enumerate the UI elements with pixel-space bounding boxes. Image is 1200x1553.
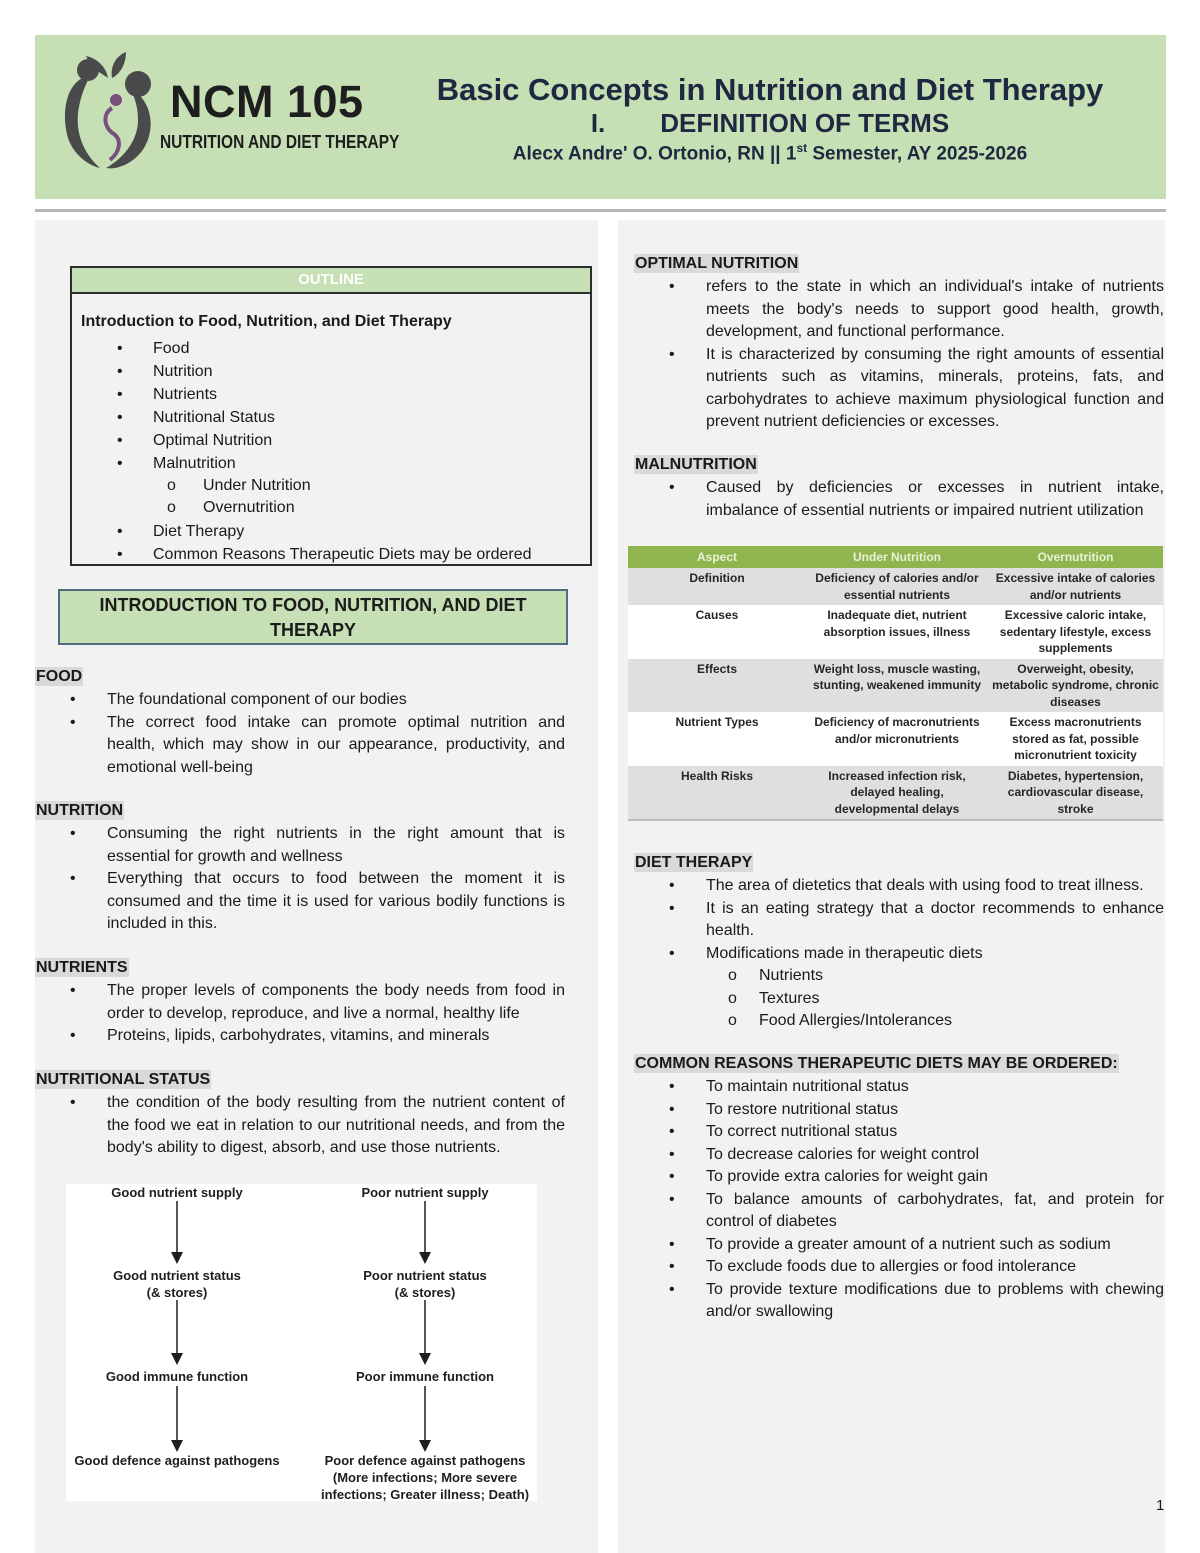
flow-text: Good nutrient status: [113, 1268, 241, 1283]
outline-item: • Nutrition: [117, 360, 275, 383]
sub-list-item: o Food Allergies/Intolerances: [706, 1010, 1164, 1033]
list-item: • Consuming the right nutrients in the right amount that is essential for growth and wellness: [35, 823, 565, 868]
sub-list-item: o Nutrients: [706, 965, 1164, 988]
flow-text: infections; Greater illness; Death): [320, 1487, 530, 1502]
flow-good-supply: Good nutrient supply: [111, 1185, 243, 1200]
table-cell: Diabetes, hypertension, cardiovascular disease, stroke: [988, 766, 1163, 821]
author-sup: st: [796, 141, 808, 155]
diet-therapy-list: [634, 875, 1164, 1033]
list-item: • To maintain nutritional status: [634, 1076, 1164, 1099]
malnutrition-section: [634, 456, 1164, 522]
diet-therapy-section: [634, 854, 1164, 1033]
outline-sublist: [167, 475, 311, 519]
sub-list-item: o Textures: [706, 988, 1164, 1011]
section-banner: [58, 589, 568, 645]
nutrition-list: [35, 823, 565, 936]
section-banner-line2: THERAPY: [269, 620, 356, 640]
flow-poor-defence: [298, 1452, 552, 1503]
list-item: • To decrease calories for weight control: [634, 1144, 1164, 1167]
food-section: [35, 668, 565, 779]
flow-text: Poor nutrient status: [363, 1268, 487, 1283]
nutrient-flowchart: [66, 1184, 537, 1501]
list-item: • Everything that occurs to food between the moment it is consumed and the time it is used for various bodily functions is included in this.: [35, 868, 565, 936]
table-header: Aspect: [628, 546, 806, 568]
flow-good-defence: Good defence against pathogens: [74, 1453, 280, 1468]
table-cell: Excessive caloric intake, sedentary lifestyle, excess supplements: [988, 605, 1163, 659]
list-item: • To provide texture modifications due to problems with chewing and/or swallowing: [634, 1279, 1164, 1324]
table-header: Overnutrition: [988, 546, 1163, 568]
author-name: Alecx Andre' O. Ortonio, RN || 1: [512, 143, 797, 165]
outline-label: OUTLINE: [72, 268, 590, 294]
common-reasons-list: [634, 1076, 1164, 1324]
flow-good-immune: Good immune function: [105, 1369, 249, 1384]
list-item: • To provide extra calories for weight gain: [634, 1166, 1164, 1189]
flow-good-status: [66, 1267, 288, 1301]
table-cell: Overweight, obesity, metabolic syndrome, chronic diseases: [988, 659, 1163, 713]
table-row: [628, 659, 1163, 713]
list-item: • refers to the state in which an individual's intake of nutrients meets the body's needs to support good health, growth, development, and functional performance.: [634, 276, 1164, 344]
outline-item: • Malnutrition: [117, 452, 275, 475]
common-reasons-section: [634, 1055, 1164, 1324]
sub-bullet: o: [167, 499, 176, 516]
nutrition-heading: NUTRITION: [36, 802, 124, 819]
optimal-nutrition-heading: OPTIMAL NUTRITION: [635, 255, 799, 272]
list-item: • The foundational component of our bodies: [35, 689, 565, 712]
table-cell: Definition: [628, 568, 806, 605]
table-cell: Health Risks: [628, 766, 806, 821]
flow-poor-status: [306, 1267, 544, 1301]
outline-item: • Optimal Nutrition: [117, 429, 275, 452]
list-item: • The area of dietetics that deals with using food to treat illness.: [634, 875, 1164, 898]
list-item: • the condition of the body resulting from the nutrient content of the food we eat in relation to our nutritional needs, and from the body's ability to digest, absorb, and use those nutrients.: [35, 1092, 565, 1160]
nutrients-section: [35, 959, 565, 1048]
table-row: [628, 766, 1163, 821]
nutrition-logo-icon: [60, 48, 160, 173]
food-heading: FOOD: [36, 668, 83, 685]
table-cell: Excessive intake of calories and/or nutrients: [988, 568, 1163, 605]
common-reasons-heading: COMMON REASONS THERAPEUTIC DIETS MAY BE ORDERED:: [635, 1055, 1118, 1072]
list-item: • Caused by deficiencies or excesses in nutrient intake, imbalance of essential nutrients or impaired nutrient utilization: [634, 477, 1164, 522]
list-item: • The correct food intake can promote optimal nutrition and health, which may show in our appearance, productivity, and emotional well-being: [35, 712, 565, 780]
semester: Semester, AY 2025-2026: [807, 143, 1028, 165]
course-name: NUTRITION AND DIET THERAPY: [160, 132, 400, 152]
list-item: [634, 943, 1164, 1033]
nutrients-list: [35, 980, 565, 1048]
table-header-row: [628, 546, 1163, 568]
optimal-nutrition-list: [634, 276, 1164, 434]
diet-therapy-heading: DIET THERAPY: [635, 854, 753, 871]
outline-item: • Nutritional Status: [117, 406, 275, 429]
nutrition-section: [35, 802, 565, 936]
food-list: [35, 689, 565, 779]
outline-item: • Common Reasons Therapeutic Diets may be ordered: [117, 543, 532, 566]
table-cell: Weight loss, muscle wasting, stunting, weakened immunity: [806, 659, 988, 713]
table-cell: Deficiency of calories and/or essential nutrients: [806, 568, 988, 605]
list-item: • The proper levels of components the body needs from food in order to develop, reproduce, and live a normal, healthy life: [35, 980, 565, 1025]
section-number: I.: [590, 108, 606, 138]
list-item: • Proteins, lipids, carbohydrates, vitamins, and minerals: [35, 1025, 565, 1048]
flow-text: Poor defence against pathogens: [324, 1453, 526, 1468]
outline-list: [117, 337, 275, 475]
nutritional-status-heading: NUTRITIONAL STATUS: [36, 1071, 211, 1088]
header-divider: [35, 209, 1166, 212]
page-number: 1: [1156, 1497, 1165, 1514]
list-item: • To balance amounts of carbohydrates, fat, and protein for control of diabetes: [634, 1189, 1164, 1234]
table-cell: Increased infection risk, delayed healing, developmental delays: [806, 766, 988, 821]
outline-subitem: [167, 475, 311, 497]
flow-poor-supply: Poor nutrient supply: [361, 1185, 489, 1200]
nutrients-heading: NUTRIENTS: [36, 959, 128, 976]
outline-subitem-text: Under Nutrition: [203, 477, 311, 494]
table-row: [628, 605, 1163, 659]
author-line: [405, 141, 1135, 165]
outline-box: [70, 266, 592, 566]
flow-poor-immune: Poor immune function: [356, 1369, 494, 1384]
course-code: NCM 105: [170, 76, 364, 127]
outline-item: • Food: [117, 337, 275, 360]
table-header: Under Nutrition: [806, 546, 988, 568]
outline-item: • Nutrients: [117, 383, 275, 406]
table-cell: Causes: [628, 605, 806, 659]
list-item: • It is an eating strategy that a doctor recommends to enhance health.: [634, 898, 1164, 943]
table-cell: Effects: [628, 659, 806, 713]
flow-text: (More infections; More severe: [332, 1470, 518, 1485]
table-cell: Nutrient Types: [628, 712, 806, 766]
sub-bullet: o: [167, 477, 176, 494]
list-item-text: Modifications made in therapeutic diets: [706, 944, 983, 962]
flow-text: (& stores): [394, 1285, 456, 1300]
table-cell: Inadequate diet, nutrient absorption issues, illness: [806, 605, 988, 659]
list-item: • To exclude foods due to allergies or food intolerance: [634, 1256, 1164, 1279]
nutritional-status-section: [35, 1071, 565, 1160]
section-banner-line1: INTRODUCTION TO FOOD, NUTRITION, AND DIET: [99, 595, 527, 615]
table-row: [628, 568, 1163, 605]
table-cell: Deficiency of macronutrients and/or micronutrients: [806, 712, 988, 766]
flow-text: (& stores): [146, 1285, 208, 1300]
section-title: [405, 108, 1135, 139]
outline-subitem-text: Overnutrition: [203, 499, 295, 516]
diet-therapy-sublist: [706, 965, 1164, 1033]
outline-title: Introduction to Food, Nutrition, and Diet Therapy: [81, 313, 452, 330]
list-item: • To restore nutritional status: [634, 1099, 1164, 1122]
list-item: • It is characterized by consuming the right amounts of essential nutrients such as vitamins, minerals, proteins, fats, and carbohydrates to achieve maximum physiological function and prevent nutrient deficiencies or excesses.: [634, 344, 1164, 434]
section-title-text: DEFINITION OF TERMS: [660, 108, 950, 138]
nutritional-status-list: [35, 1092, 565, 1160]
malnutrition-heading: MALNUTRITION: [635, 456, 757, 473]
outline-item: • Diet Therapy: [117, 520, 532, 543]
table-row: [628, 712, 1163, 766]
optimal-nutrition-section: [634, 255, 1164, 434]
table-cell: Excess macronutrients stored as fat, possible micronutrient toxicity: [988, 712, 1163, 766]
outline-subitem: [167, 497, 311, 519]
list-item: • To correct nutritional status: [634, 1121, 1164, 1144]
document-title: Basic Concepts in Nutrition and Diet Therapy: [436, 72, 1104, 107]
outline-list-after: [117, 520, 532, 566]
malnutrition-list: [634, 477, 1164, 522]
list-item: • To provide a greater amount of a nutrient such as sodium: [634, 1234, 1164, 1257]
malnutrition-comparison-table: [628, 546, 1163, 821]
